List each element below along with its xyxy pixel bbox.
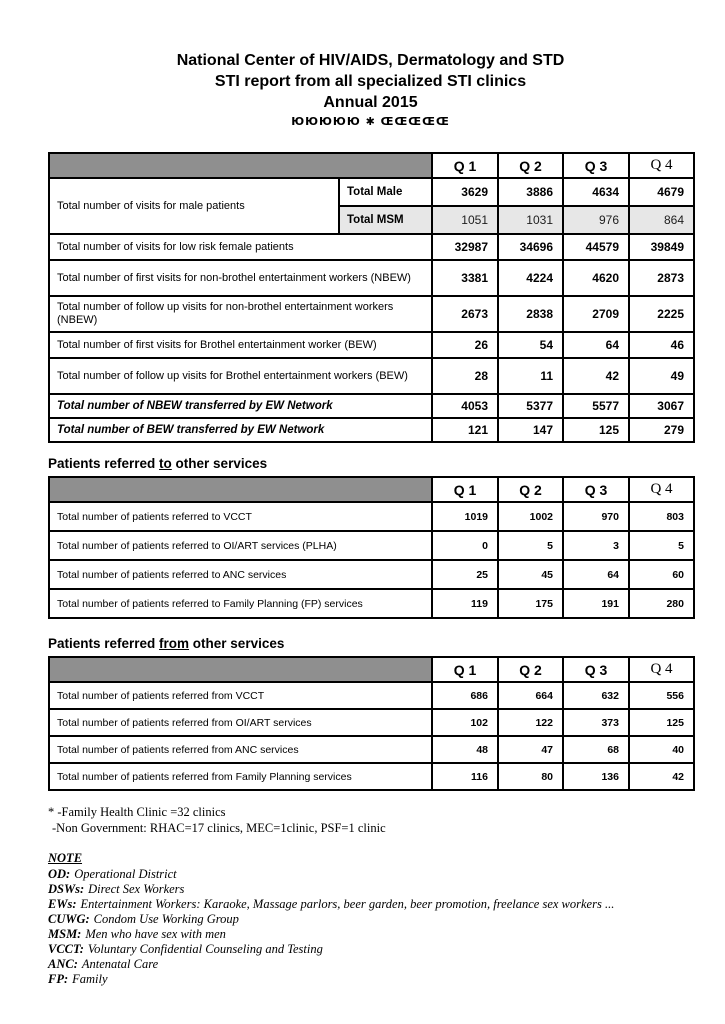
heading-underlined-word: to (159, 456, 172, 471)
referred-from-table (48, 656, 695, 791)
note-item-od (48, 867, 693, 882)
quarter-value: 34696 (498, 234, 563, 260)
quarter-value: 175 (498, 589, 563, 618)
quarter-value: 970 (563, 502, 629, 531)
quarter-value: 125 (629, 709, 694, 736)
quarter-header-q3: Q 3 (563, 153, 629, 178)
report-title-block (48, 0, 693, 128)
row-label: Total number of patients referred from Family Planning services (49, 763, 432, 790)
quarter-value: 4679 (629, 178, 694, 206)
quarter-header-q2: Q 2 (498, 657, 563, 682)
quarter-value: 46 (629, 332, 694, 358)
quarter-value: 2225 (629, 296, 694, 332)
report-title-line-2: STI report from all specialized STI clinics (214, 73, 527, 90)
quarter-value: 3886 (498, 178, 563, 206)
quarter-value: 64 (563, 560, 629, 589)
quarter-value: 4224 (498, 260, 563, 296)
table-row (49, 736, 694, 763)
quarter-header-q4: Q 4 (629, 153, 694, 178)
table-header-row (49, 153, 694, 178)
quarter-value: 32987 (432, 234, 498, 260)
quarter-value: 64 (563, 332, 629, 358)
quarter-value: 42 (563, 358, 629, 394)
quarter-value: 136 (563, 763, 629, 790)
quarter-value: 45 (498, 560, 563, 589)
note-definition: Men who have sex with men (85, 927, 226, 941)
heading-text: other services (189, 636, 285, 651)
section-heading-referred-from (48, 636, 693, 651)
note-item-fp (48, 972, 693, 987)
report-title-line-3: Annual 2015 (323, 94, 418, 111)
quarter-value: 1051 (432, 206, 498, 234)
quarter-value: 373 (563, 709, 629, 736)
note-term: FP: (48, 972, 69, 986)
footnotes (48, 804, 693, 836)
note-definition: Antenatal Care (81, 957, 159, 971)
table-header-row (49, 657, 694, 682)
quarter-value: 556 (629, 682, 694, 709)
note-term: EWs: (48, 897, 77, 911)
quarter-value: 4634 (563, 178, 629, 206)
note-definition: Direct Sex Workers (88, 882, 185, 896)
note-item-cuwg (48, 912, 693, 927)
quarter-value: 2673 (432, 296, 498, 332)
row-label: Total number of patients referred to ANC services (49, 560, 432, 589)
quarter-header-q1: Q 1 (432, 477, 498, 502)
quarter-value: 39849 (629, 234, 694, 260)
quarter-value: 1019 (432, 502, 498, 531)
table-row (49, 296, 694, 332)
note-item-msm (48, 927, 693, 942)
row-label: Total number of NBEW transferred by EW Network (49, 394, 432, 418)
quarter-value: 0 (432, 531, 498, 560)
quarter-value: 4053 (432, 394, 498, 418)
note-item-anc (48, 957, 693, 972)
quarter-value: 976 (563, 206, 629, 234)
table-row (49, 234, 694, 260)
gray-header-cell (49, 153, 432, 178)
row-label: Total number of patients referred to OI/ART services (PLHA) (49, 531, 432, 560)
section-heading-referred-to (48, 456, 693, 471)
table-row (49, 260, 694, 296)
report-title-line-1: National Center of HIV/AIDS, Dermatology and STD (176, 52, 565, 69)
quarter-header-q2: Q 2 (498, 153, 563, 178)
quarter-header-q2: Q 2 (498, 477, 563, 502)
row-label: Total number of first visits for non-brothel entertainment workers (NBEW) (49, 260, 432, 296)
heading-text: Patients referred (48, 636, 160, 651)
table-row-nbew-total (49, 394, 694, 418)
note-term: ANC: (48, 957, 78, 971)
quarter-value: 25 (432, 560, 498, 589)
note-title: NOTE (48, 851, 83, 865)
row-label: Total number of BEW transferred by EW Network (49, 418, 432, 442)
quarter-value: 632 (563, 682, 629, 709)
note-term: MSM: (48, 927, 82, 941)
note-block (48, 851, 693, 987)
row-label: Total number of patients referred to Family Planning (FP) services (49, 589, 432, 618)
quarter-value: 68 (563, 736, 629, 763)
quarter-value: 116 (432, 763, 498, 790)
quarter-value: 48 (432, 736, 498, 763)
table-row (49, 502, 694, 531)
sub-row-label-total-msm: Total MSM (339, 206, 432, 234)
visits-table (48, 152, 695, 443)
quarter-value: 44579 (563, 234, 629, 260)
quarter-value: 49 (629, 358, 694, 394)
quarter-value: 3629 (432, 178, 498, 206)
quarter-value: 122 (498, 709, 563, 736)
row-label: Total number of first visits for Brothel entertainment worker (BEW) (49, 332, 432, 358)
quarter-value: 3067 (629, 394, 694, 418)
row-label: Total number of patients referred from VCCT (49, 682, 432, 709)
quarter-header-q4: Q 4 (629, 477, 694, 502)
gray-header-cell (49, 657, 432, 682)
note-definition: Operational District (74, 867, 177, 881)
quarter-value: 47 (498, 736, 563, 763)
quarter-value: 125 (563, 418, 629, 442)
quarter-value: 279 (629, 418, 694, 442)
quarter-value: 1002 (498, 502, 563, 531)
quarter-value: 2873 (629, 260, 694, 296)
footnote-clinics: * -Family Health Clinic =32 clinics (48, 805, 226, 819)
quarter-value: 686 (432, 682, 498, 709)
note-definition: Condom Use Working Group (93, 912, 239, 926)
quarter-value: 4620 (563, 260, 629, 296)
quarter-value: 60 (629, 560, 694, 589)
table-row (49, 560, 694, 589)
quarter-header-q3: Q 3 (563, 657, 629, 682)
table-row (49, 763, 694, 790)
quarter-value: 40 (629, 736, 694, 763)
note-term: OD: (48, 867, 71, 881)
heading-underlined-word: from (159, 636, 190, 651)
quarter-value: 102 (432, 709, 498, 736)
quarter-header-q4: Q 4 (629, 657, 694, 682)
note-term: VCCT: (48, 942, 84, 956)
note-item-ews (48, 897, 693, 912)
note-item-dsws (48, 882, 693, 897)
table-row (49, 589, 694, 618)
quarter-value: 121 (432, 418, 498, 442)
quarter-value: 11 (498, 358, 563, 394)
quarter-value: 54 (498, 332, 563, 358)
table-row-bew-total (49, 418, 694, 442)
row-label: Total number of patients referred from ANC services (49, 736, 432, 763)
table-row (49, 531, 694, 560)
table-row (49, 358, 694, 394)
quarter-value: 864 (629, 206, 694, 234)
quarter-value: 28 (432, 358, 498, 394)
quarter-header-q1: Q 1 (432, 153, 498, 178)
table-row (49, 709, 694, 736)
row-label: Total number of follow up visits for non-brothel entertainment workers (NBEW) (49, 296, 432, 332)
gray-header-cell (49, 477, 432, 502)
quarter-value: 119 (432, 589, 498, 618)
row-label: Total number of visits for low risk female patients (49, 234, 432, 260)
quarter-value: 3381 (432, 260, 498, 296)
quarter-value: 664 (498, 682, 563, 709)
sub-row-label-total-male: Total Male (339, 178, 432, 206)
heading-text: Patients referred (48, 456, 160, 471)
table-row-total-male (49, 178, 694, 206)
heading-text: other services (171, 456, 268, 471)
quarter-value: 5377 (498, 394, 563, 418)
table-row (49, 682, 694, 709)
note-definition: Family (72, 972, 108, 986)
table-header-row (49, 477, 694, 502)
row-label: Total number of patients referred from OI/ART services (49, 709, 432, 736)
quarter-value: 803 (629, 502, 694, 531)
note-definition: Voluntary Confidential Counseling and Testing (87, 942, 323, 956)
quarter-value: 5 (629, 531, 694, 560)
quarter-value: 5 (498, 531, 563, 560)
quarter-value: 147 (498, 418, 563, 442)
note-item-vcct (48, 942, 693, 957)
footnote-non-government: -Non Government: RHAC=17 clinics, MEC=1clinic, PSF=1 clinic (52, 821, 386, 835)
quarter-header-q3: Q 3 (563, 477, 629, 502)
note-term: DSWs: (48, 882, 85, 896)
quarter-value: 280 (629, 589, 694, 618)
quarter-value: 2838 (498, 296, 563, 332)
quarter-value: 1031 (498, 206, 563, 234)
quarter-value: 5577 (563, 394, 629, 418)
quarter-value: 3 (563, 531, 629, 560)
quarter-value: 42 (629, 763, 694, 790)
row-label-male-patients: Total number of visits for male patients (49, 178, 339, 234)
note-term: CUWG: (48, 912, 90, 926)
note-definition: Entertainment Workers: Karaoke, Massage parlors, beer garden, beer promotion, freelance sex workers ... (80, 897, 615, 911)
row-label: Total number of patients referred to VCCT (49, 502, 432, 531)
quarter-value: 80 (498, 763, 563, 790)
quarter-header-q1: Q 1 (432, 657, 498, 682)
table-row (49, 332, 694, 358)
quarter-value: 2709 (563, 296, 629, 332)
quarter-value: 191 (563, 589, 629, 618)
decorative-ornament: ЮЮЮЮЮ ✱ ŒŒŒŒŒ (291, 115, 450, 128)
referred-to-table (48, 476, 695, 619)
quarter-value: 26 (432, 332, 498, 358)
row-label: Total number of follow up visits for Brothel entertainment workers (BEW) (49, 358, 432, 394)
